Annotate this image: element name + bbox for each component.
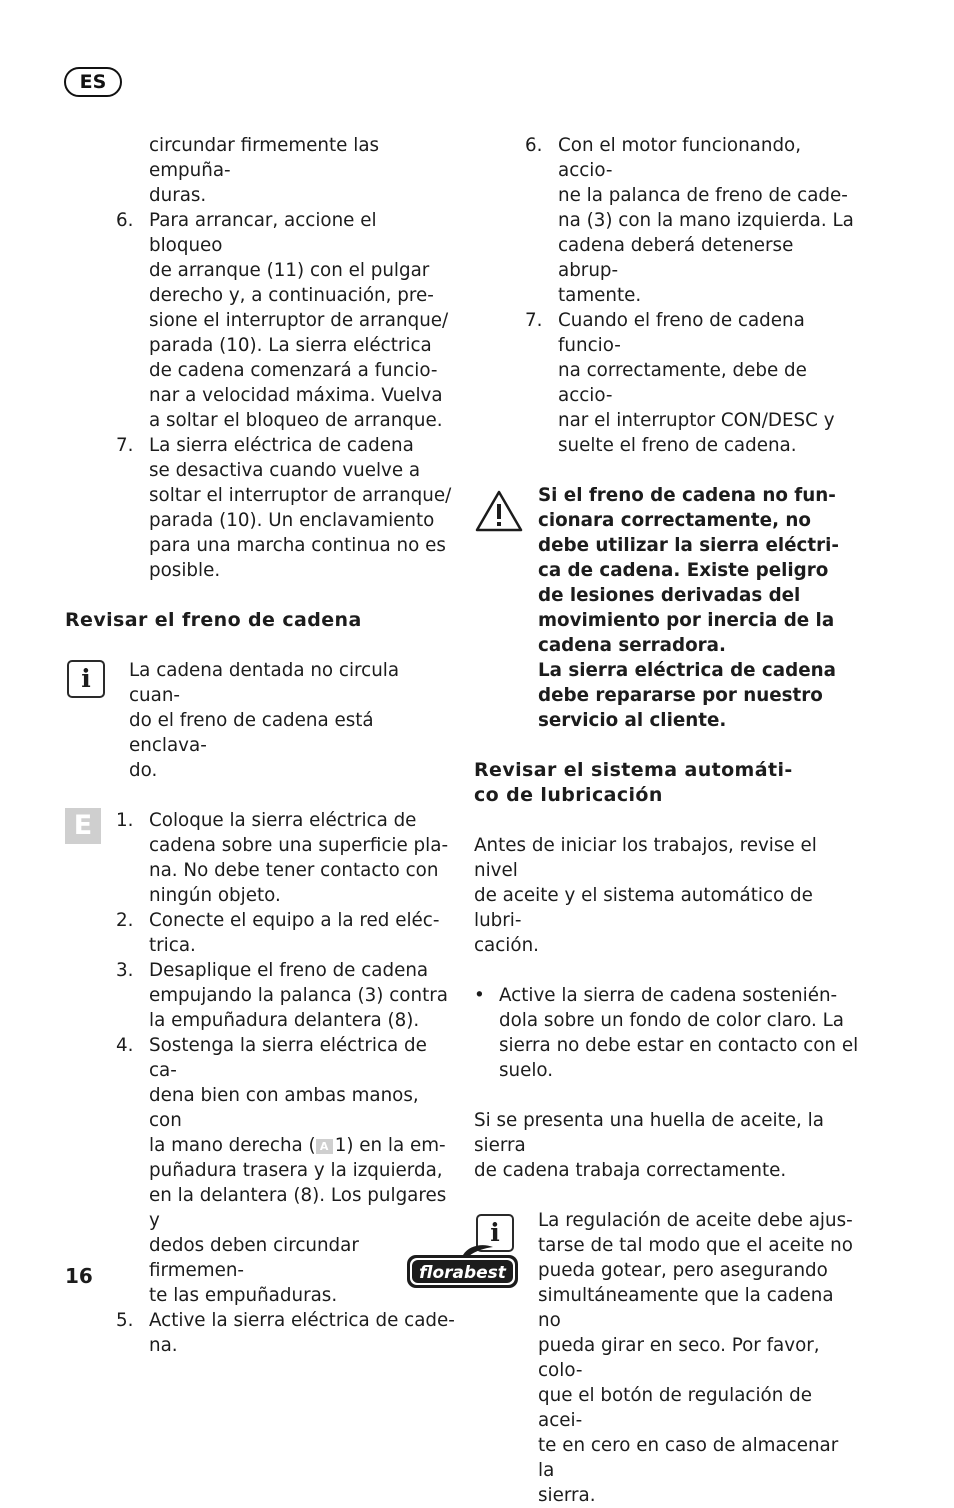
continued-text: circundar firmemente las empuña- duras. [149, 135, 380, 206]
list-item: 7. La sierra eléctrica de cadena se desactiva cuando vuelve a soltar el interruptor de arranque/ parada (10). Un enclavamiento para una marcha continua no es posible. [116, 435, 452, 581]
chain-brake-warning: Si el freno de cadena no fun- cionara correctamente, no debe utilizar la sierra eléctri- ca de cadena. Existe peligro de lesiones derivadas del movimiento por inercia de la cadena serradora. La sierra eléctrica de cadena debe repararse por nuestro servicio al cliente. [474, 483, 859, 733]
language-badge: ES [64, 67, 122, 97]
right-column [474, 133, 859, 1508]
oil-regulation-info-note: i La regulación de aceite debe ajus- tarse de tal modo que el aceite no pueda gotear, pero asegurando simultáneamente que la cadena no pueda girar en seco. Por favor, colo- que el botón de regulación de acei- te en cero en caso de almacenar la sierra. [474, 1208, 859, 1508]
list-item: 2. Conecte el equipo a la red eléc- trica. [116, 910, 440, 956]
list-item: 3. Desaplique el freno de cadena empujando la palanca (3) contra la empuñadura delantera (8). [116, 960, 448, 1031]
list-item: 5. Active la sierra eléctrica de cade- na. [116, 1310, 455, 1356]
list-item: 4. Sostenga la sierra eléctrica de ca- dena bien con ambas manos, con la mano derecha ( A 1) en la em- puñadura trasera y la izquierda, en la delantera (8). Los pulgares y dedos deben circundar firmemen- te las empuñaduras. [116, 1035, 447, 1306]
figure-a-reference: A [316, 1139, 333, 1154]
page-number: 16 [65, 1264, 93, 1288]
list-item: 7. Cuando el freno de cadena funcio- na correctamente, debe de accio- nar el interruptor CON/DESC y suelte el freno de cadena. [525, 310, 835, 456]
warning-triangle-icon [474, 489, 524, 533]
brake-test-steps-list [474, 133, 859, 458]
list-item: 1. Coloque la sierra eléctrica de cadena sobre una superficie pla- na. No debe tener contacto con ningún objeto. [116, 810, 449, 906]
brake-section-heading: Revisar el freno de cadena [65, 609, 362, 631]
start-steps-list [65, 208, 455, 583]
list-item: 6. Para arrancar, accione el bloqueo de arranque (11) con el pulgar derecho y, a continuación, pre- sione el interruptor de arranque/ parada (10). La sierra eléctrica de cadena comenzará a funcio- nar a velocidad máxima. Vuelva a soltar el bloqueo de arranque. [116, 210, 449, 431]
lubrication-section-heading: Revisar el sistema automáti- co de lubricación [474, 759, 793, 806]
bullet-item: • Active la sierra de cadena sostenién- dola sobre un fondo de color claro. La sierra no debe estar en contacto con el suelo. [474, 985, 859, 1081]
info-icon: i [67, 660, 105, 698]
check-steps-list [65, 808, 455, 1358]
florabest-logo [405, 1243, 520, 1291]
lubrication-intro: Antes de iniciar los trabajos, revise el nivel de aceite y el sistema automático de lubri- cación. [474, 835, 817, 956]
info-icon: i [476, 1214, 514, 1252]
figure-e-badge: E [65, 808, 101, 844]
brake-info-note: i La cadena dentada no circula cuan- do el freno de cadena está enclava- do. [65, 658, 455, 783]
oil-trace-paragraph: Si se presenta una huella de aceite, la sierra de cadena trabaja correctamente. [474, 1110, 824, 1181]
left-column [65, 133, 455, 1358]
list-item: 6. Con el motor funcionando, accio- ne la palanca de freno de cade- na (3) con la mano izquierda. La cadena deberá detenerse abrup- tamente. [525, 135, 854, 306]
svg-text:florabest: florabest [419, 1263, 506, 1283]
